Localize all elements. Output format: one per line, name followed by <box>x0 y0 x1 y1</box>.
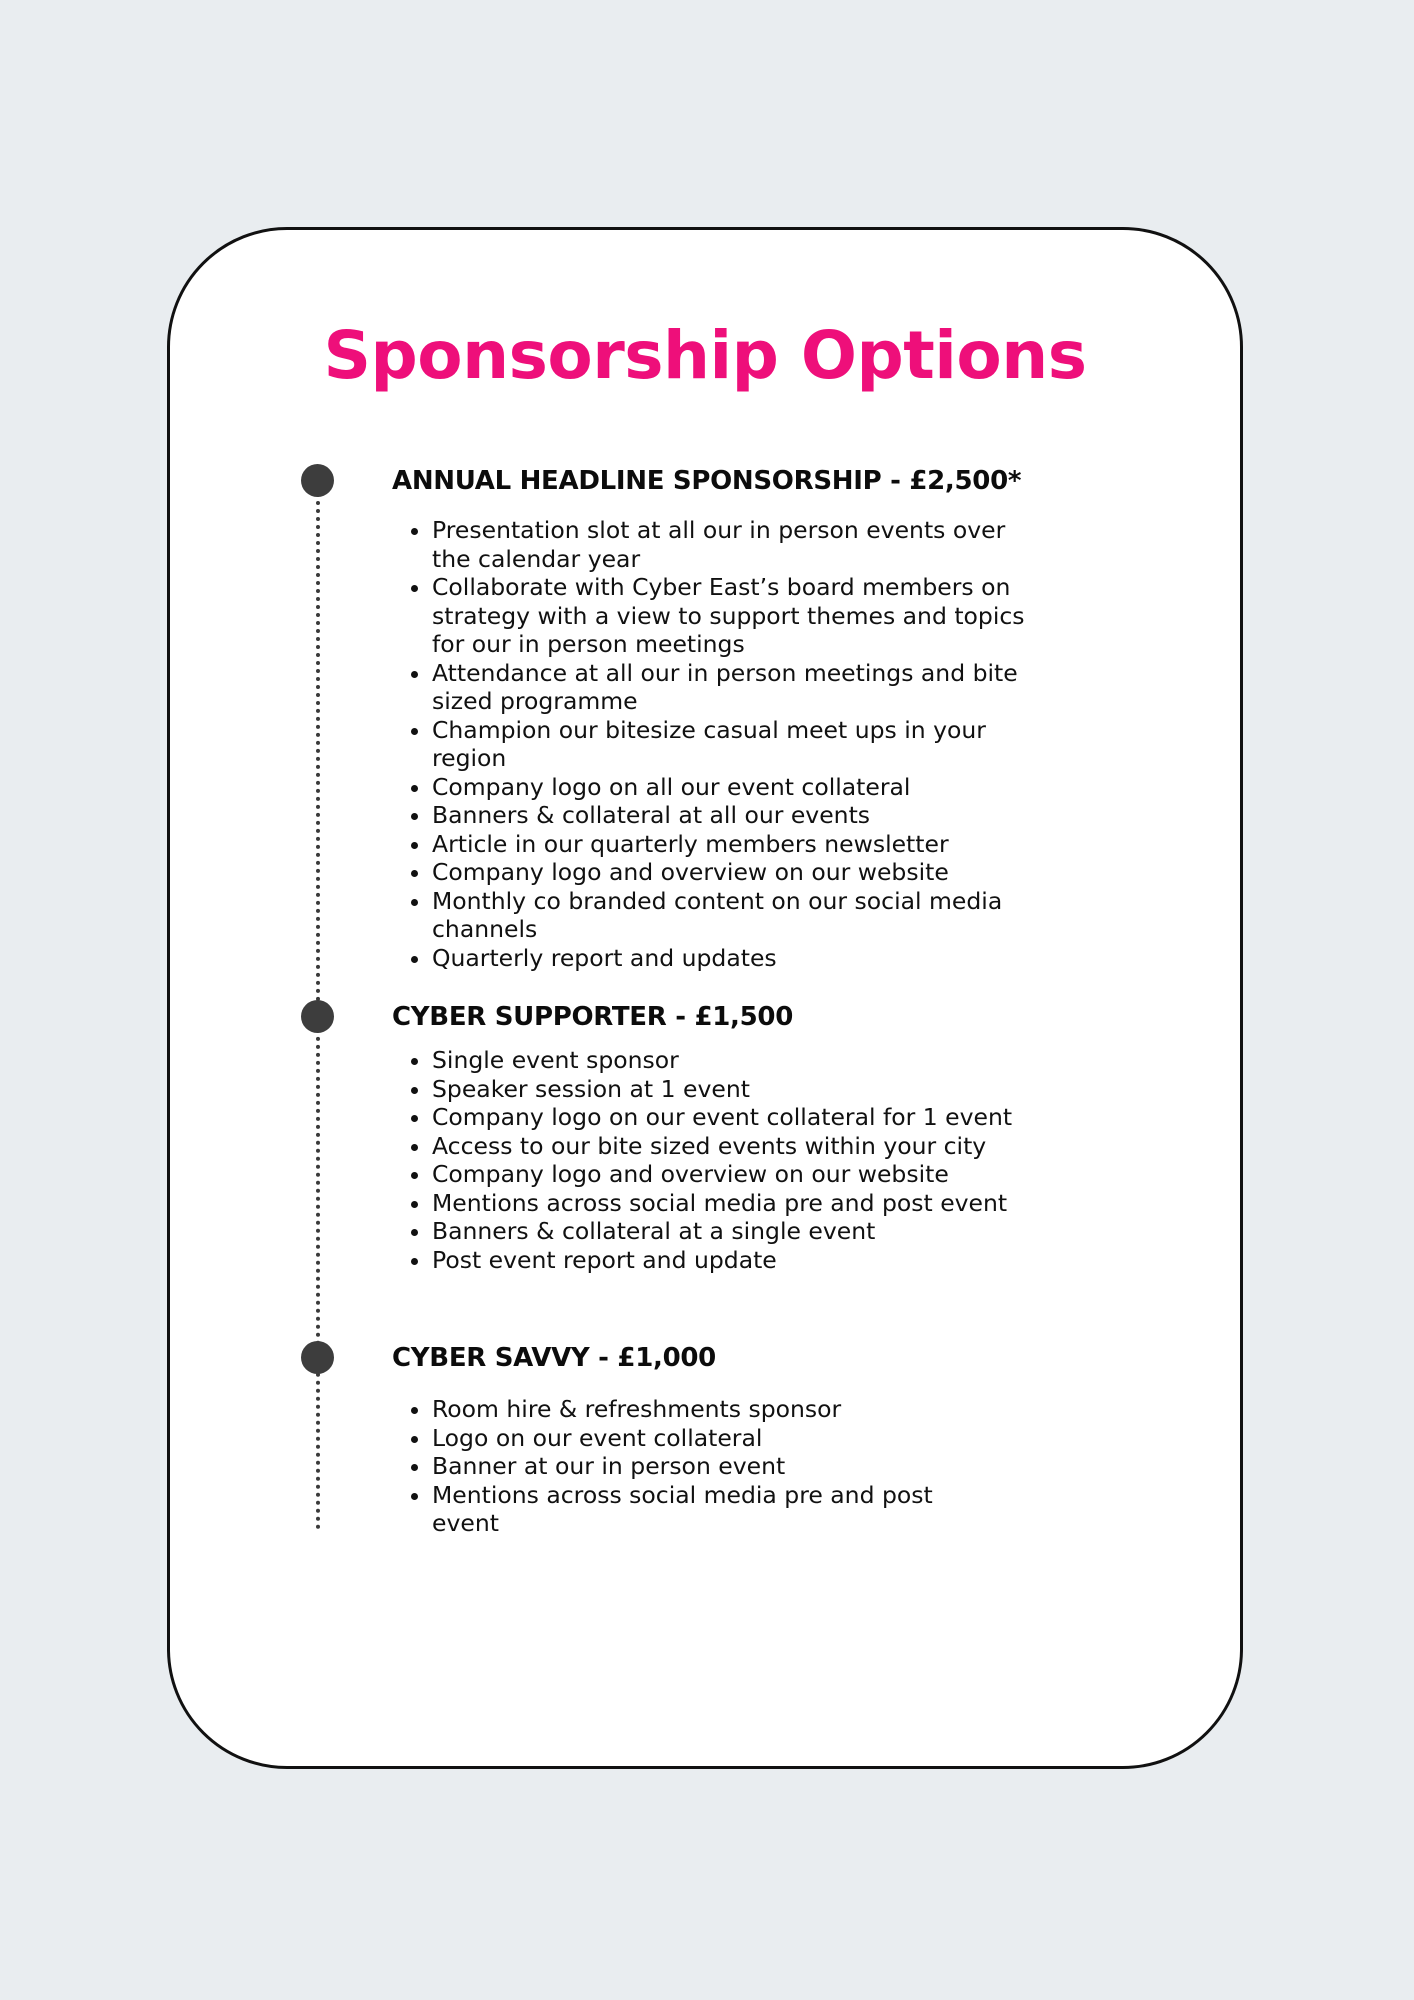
list-item: • Collaborate with Cyber East’s board members on strategy with a view to support themes and topics for our in person meetings <box>432 573 1042 659</box>
tier-heading: CYBER SUPPORTER - £1,500 <box>392 1002 794 1032</box>
list-item: • Monthly co branded content on our social media channels <box>432 887 1042 944</box>
list-item: • Access to our bite sized events within your city <box>432 1132 1032 1161</box>
list-item: • Presentation slot at all our in person events over the calendar year <box>432 516 1042 573</box>
list-item: • Mentions across social media pre and post event <box>432 1481 952 1538</box>
list-item: • Banners & collateral at a single event <box>432 1217 1032 1246</box>
list-item: • Article in our quarterly members newsletter <box>432 830 1042 859</box>
list-item: • Attendance at all our in person meetings and bite sized programme <box>432 659 1042 716</box>
list-item: • Post event report and update <box>432 1246 1032 1275</box>
tier-benefits-list <box>392 1046 1032 1274</box>
list-item: • Company logo on our event collateral for 1 event <box>432 1103 1032 1132</box>
tier-benefits-list <box>392 1395 952 1538</box>
list-item: • Company logo and overview on our website <box>432 858 1042 887</box>
list-item: • Speaker session at 1 event <box>432 1075 1032 1104</box>
sponsorship-card <box>167 227 1243 1769</box>
page-title: Sponsorship Options <box>323 317 1087 394</box>
list-item: • Logo on our event collateral <box>432 1424 952 1453</box>
timeline-dot-savvy <box>301 1341 334 1374</box>
list-item: • Banners & collateral at all our events <box>432 801 1042 830</box>
list-item: • Company logo on all our event collateral <box>432 773 1042 802</box>
list-item: • Champion our bitesize casual meet ups in your region <box>432 716 1042 773</box>
list-item: • Room hire & refreshments sponsor <box>432 1395 952 1424</box>
tier-annual-headline <box>392 464 1042 972</box>
list-item: • Banner at our in person event <box>432 1452 952 1481</box>
list-item: • Company logo and overview on our website <box>432 1160 1032 1189</box>
timeline-dot-annual <box>301 464 334 497</box>
tier-heading: ANNUAL HEADLINE SPONSORSHIP - £2,500* <box>392 466 1022 496</box>
timeline-dot-supporter <box>301 1000 334 1033</box>
tier-heading: CYBER SAVVY - £1,000 <box>392 1343 716 1373</box>
list-item: • Single event sponsor <box>432 1046 1032 1075</box>
list-item: • Quarterly report and updates <box>432 944 1042 973</box>
list-item: • Mentions across social media pre and post event <box>432 1189 1032 1218</box>
tier-cyber-supporter <box>392 1000 1032 1274</box>
tier-benefits-list <box>392 516 1042 972</box>
tier-cyber-savvy <box>392 1341 952 1538</box>
